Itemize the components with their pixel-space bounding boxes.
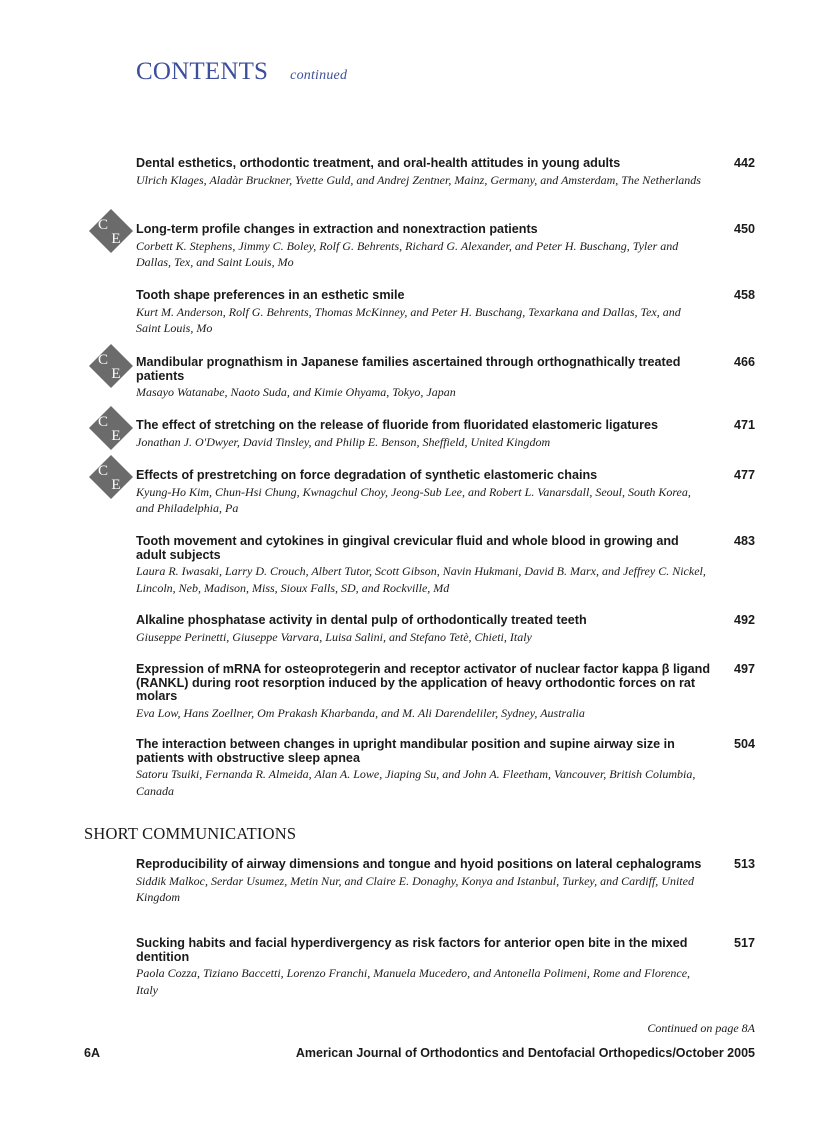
ce-credit-icon [88,343,134,389]
article-authors: Kyung-Ho Kim, Chun-Hsi Chung, Kwnagchul Choy, Jeong-Sub Lee, and Robert L. Vanarsdall, Seoul, South Korea, and Philadelphia, Pa [136,484,691,515]
page-title [136,58,347,86]
article-authors: Siddik Malkoc, Serdar Usumez, Metin Nur, and Claire E. Donaghy, Konya and Istanbul, Turkey, and Cardiff, United Kingdom [136,873,694,904]
section-heading-short-communications: SHORT COMMUNICATIONS [84,824,297,843]
article-title[interactable]: Tooth shape preferences in an esthetic smile [136,288,405,302]
article-authors: Laura R. Iwasaki, Larry D. Crouch, Albert Tutor, Scott Gibson, Navin Hukmani, David B. Marx, and Jeffrey C. Nickel, Lincoln, Neb, Madison, Miss, Sioux Falls, SD, and Rockville, Md [136,564,706,595]
svg-text:C: C [97,352,109,368]
footer-page-label: 6A [84,1046,100,1060]
article-authors: Corbett K. Stephens, Jimmy C. Boley, Rolf G. Behrents, Richard G. Alexander, and Peter H. Buschang, Tyler and Dallas, Tex, and Saint Louis, Mo [136,238,679,269]
article-authors: Paola Cozza, Tiziano Baccetti, Lorenzo Franchi, Manuela Mucedero, and Antonella Polimeni, Rome and Florence, Italy [136,966,691,997]
page-number[interactable]: 471 [733,418,755,432]
page-number[interactable]: 513 [733,857,755,871]
title-main: CONTENTS [136,58,269,85]
toc-entry[interactable] [136,223,756,271]
article-title[interactable]: Long-term profile changes in extraction and nonextraction patients [136,222,538,236]
ce-credit-icon [88,454,134,500]
article-authors: Masayo Watanabe, Naoto Suda, and Kimie Ohyama, Tokyo, Japan [136,385,456,399]
ce-credit-icon [88,208,134,254]
toc-entry[interactable] [136,419,756,450]
page-number[interactable]: 466 [733,355,755,369]
article-title[interactable]: Reproducibility of airway dimensions and tongue and hyoid positions on lateral cephalograms [136,857,702,871]
article-authors: Eva Low, Hans Zoellner, Om Prakash Kharbanda, and M. Ali Darendeliler, Sydney, Australia [136,705,585,720]
article-title[interactable]: Expression of mRNA for osteoprotegerin and receptor activator of nuclear factor kappa β ligand (RANKL) during root resorption induced by the application of heavy orthodontic forces on rat molars [136,662,711,703]
article-title[interactable]: Alkaline phosphatase activity in dental pulp of orthodontically treated teeth [136,613,587,627]
svg-text:E: E [111,366,121,382]
article-authors: Ulrich Klages, Aladàr Bruckner, Yvette Guld, and Andrej Zentner, Mainz, Germany, and Amsterdam, The Netherlands [136,172,701,187]
page-number[interactable]: 477 [733,468,755,482]
article-title[interactable]: Tooth movement and cytokines in gingival crevicular fluid and whole blood in growing and adult subjects [136,534,679,562]
page-number[interactable]: 458 [733,288,755,302]
svg-text:C: C [97,414,109,430]
page-number[interactable]: 497 [733,662,755,676]
article-title[interactable]: The interaction between changes in upright mandibular position and supine airway size in patients with obstructive sleep apnea [136,737,675,765]
toc-entry[interactable] [136,157,756,188]
page-number[interactable]: 450 [733,222,755,236]
page-number[interactable]: 442 [733,156,755,170]
article-title[interactable]: The effect of stretching on the release of fluoride from fluoridated elastomeric ligatures [136,418,659,432]
toc-entry[interactable] [136,937,756,998]
toc-entry[interactable] [136,738,756,799]
article-title[interactable]: Effects of prestretching on force degradation of synthetic elastomeric chains [136,468,598,482]
svg-text:C: C [97,463,109,479]
article-authors: Kurt M. Anderson, Rolf G. Behrents, Thomas McKinney, and Peter H. Buschang, Texarkana and Dallas, Tex, and Saint Louis, Mo [136,304,681,335]
article-title[interactable]: Sucking habits and facial hyperdivergency as risk factors for anterior open bite in the mixed dentition [136,936,688,964]
toc-entry[interactable] [136,858,756,906]
continued-note: Continued on page 8A [647,1021,755,1035]
ce-credit-icon [88,405,134,451]
page-number[interactable]: 517 [733,936,755,950]
toc-entry[interactable] [136,356,756,401]
page-number[interactable]: 483 [733,534,755,548]
article-title[interactable]: Mandibular prognathism in Japanese families ascertained through orthognathically treated patients [136,355,681,383]
article-authors: Jonathan J. O'Dwyer, David Tinsley, and Philip E. Benson, Sheffield, United Kingdom [136,434,551,449]
svg-text:E: E [111,428,121,444]
page-number[interactable]: 504 [733,737,755,751]
toc-entry[interactable] [136,614,756,645]
toc-entry[interactable] [136,535,756,596]
svg-text:E: E [111,477,121,493]
article-authors: Giuseppe Perinetti, Giuseppe Varvara, Luisa Salini, and Stefano Tetè, Chieti, Italy [136,629,532,644]
title-continued: continued [290,68,348,83]
page-number[interactable]: 492 [733,613,755,627]
toc-entry[interactable] [136,289,756,337]
svg-text:E: E [111,231,121,247]
svg-text:C: C [97,217,109,233]
toc-entry[interactable] [136,663,756,721]
article-authors: Satoru Tsuiki, Fernanda R. Almeida, Alan A. Lowe, Jiaping Su, and John A. Fleetham, Vancouver, British Columbia, Canada [136,767,696,798]
toc-entry[interactable] [136,469,756,517]
footer-journal: American Journal of Orthodontics and Dentofacial Orthopedics/October 2005 [295,1046,755,1060]
article-title[interactable]: Dental esthetics, orthodontic treatment, and oral-health attitudes in young adults [136,156,621,170]
